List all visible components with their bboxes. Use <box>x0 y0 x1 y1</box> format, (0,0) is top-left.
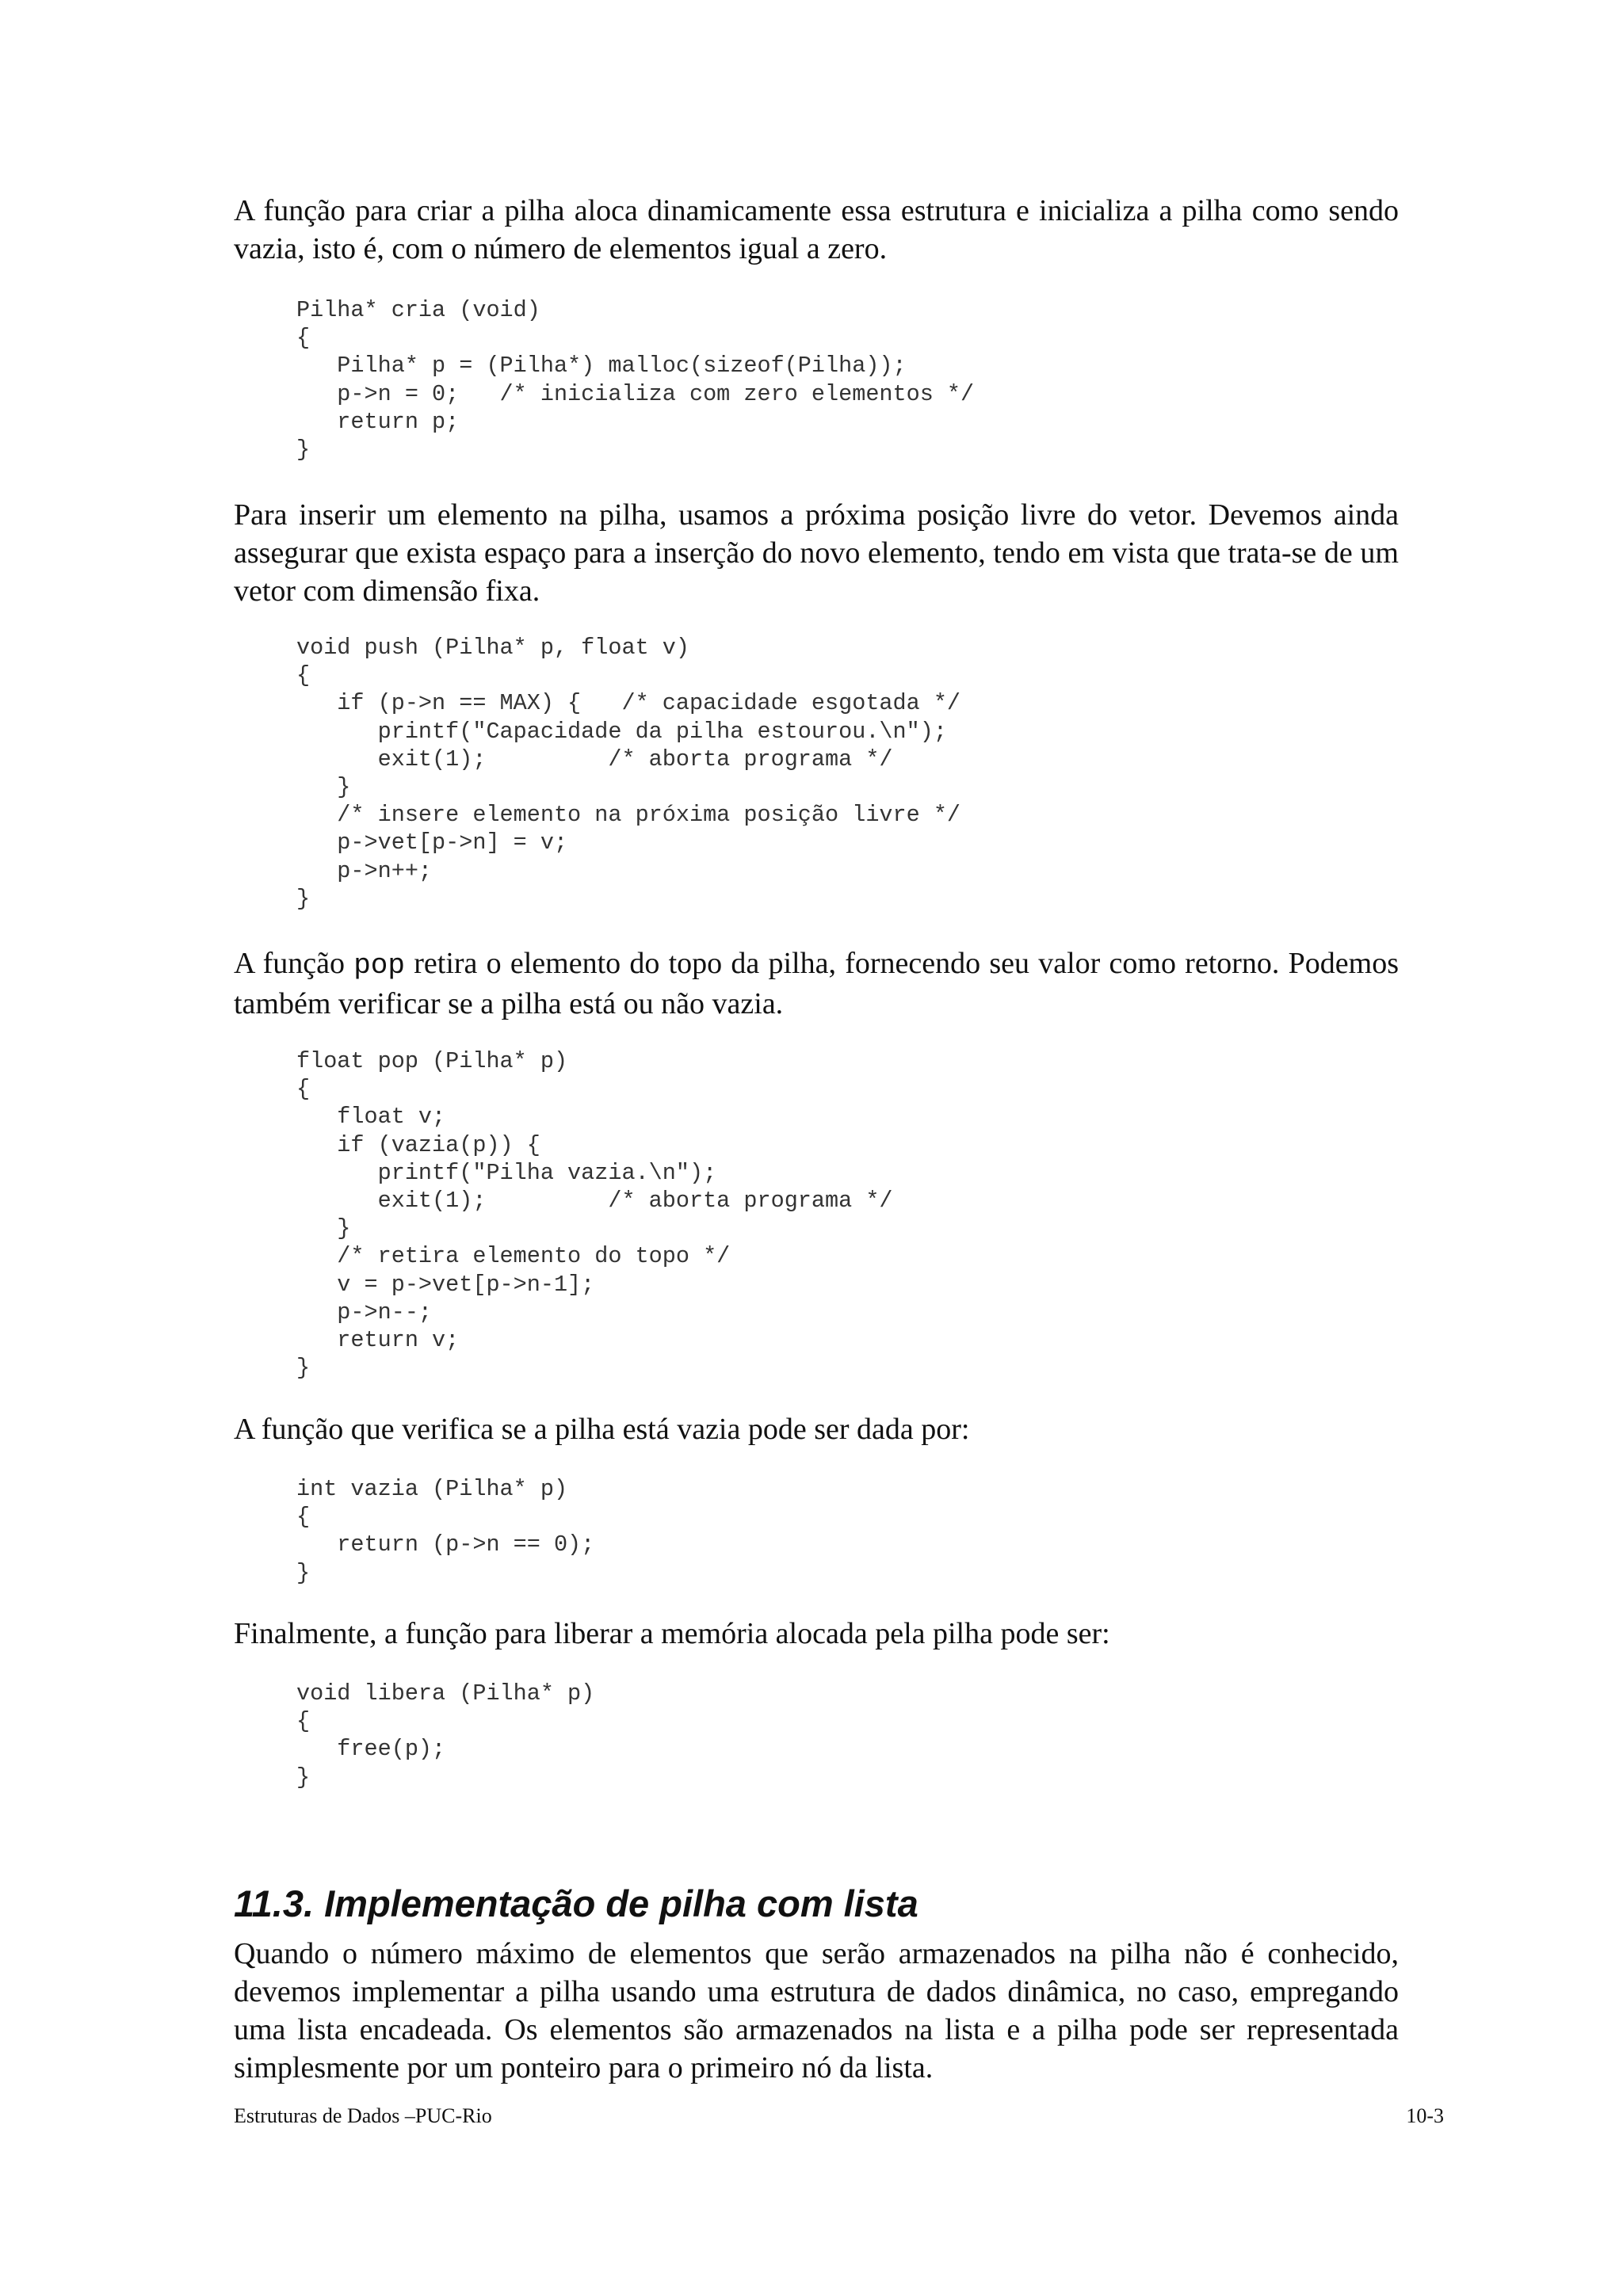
paragraph-libera-intro: Finalmente, a função para liberar a memória alocada pela pilha pode ser: <box>234 1617 1110 1650</box>
paragraph-pop-text-start: A função <box>234 947 354 980</box>
paragraph-pop-text-end: retira o elemento do topo da pilha, fornecendo seu valor como retorno. Podemos também verificar se a pilha está ou não vazia. <box>234 947 1399 1020</box>
paragraph-lista-intro: Quando o número máximo de elementos que serão armazenados na pilha não é conhecido, devemos implementar a pilha usando uma estrutura de dados dinâmica, no caso, empregando uma lista encadeada. Os elementos são armazenados na lista e a pilha pode ser representada simplesmente por um ponteiro para o primeiro nó da lista. <box>234 1937 1399 2084</box>
code-block-cria: Pilha* cria (void) { Pilha* p = (Pilha*) malloc(sizeof(Pilha)); p->n = 0; /* inicializa com zero elementos */ return p; } <box>296 297 975 463</box>
paragraph-pop-intro <box>234 944 1399 1023</box>
code-block-libera: void libera (Pilha* p) { free(p); } <box>296 1680 595 1791</box>
code-block-pop: float pop (Pilha* p) { float v; if (vazia(p)) { printf("Pilha vazia.\n"); exit(1); /* aborta programa */ } /* retira elemento do topo */ v = p->vet[p->n-1]; p->n--; return v; } <box>296 1048 893 1382</box>
paragraph-push-intro: Para inserir um elemento na pilha, usamos a próxima posição livre do vetor. Devemos ainda assegurar que exista espaço para a inserção do novo elemento, tendo em vista que trata-se de um vetor com dimensão fixa. <box>234 498 1399 608</box>
paragraph-cria-intro: A função para criar a pilha aloca dinamicamente essa estrutura e inicializa a pilha como sendo vazia, isto é, com o número de elementos igual a zero. <box>234 194 1399 265</box>
page-number: 10-3 <box>1406 2104 1444 2127</box>
section-heading: 11.3. Implementação de pilha com lista <box>234 1882 918 1924</box>
code-block-vazia: int vazia (Pilha* p) { return (p->n == 0); } <box>296 1476 595 1586</box>
paragraph-vazia-intro: A função que verifica se a pilha está vazia pode ser dada por: <box>234 1413 970 1446</box>
code-block-push: void push (Pilha* p, float v) { if (p->n == MAX) { /* capacidade esgotada */ printf("Capacidade da pilha estourou.\n"); exit(1); /* aborta programa */ } /* insere elemento na próxima posição livre */ p->vet[p->n] = v; p->n++; } <box>296 635 961 912</box>
footer-title: Estruturas de Dados –PUC-Rio <box>234 2104 492 2127</box>
inline-code-pop: pop <box>353 949 406 982</box>
